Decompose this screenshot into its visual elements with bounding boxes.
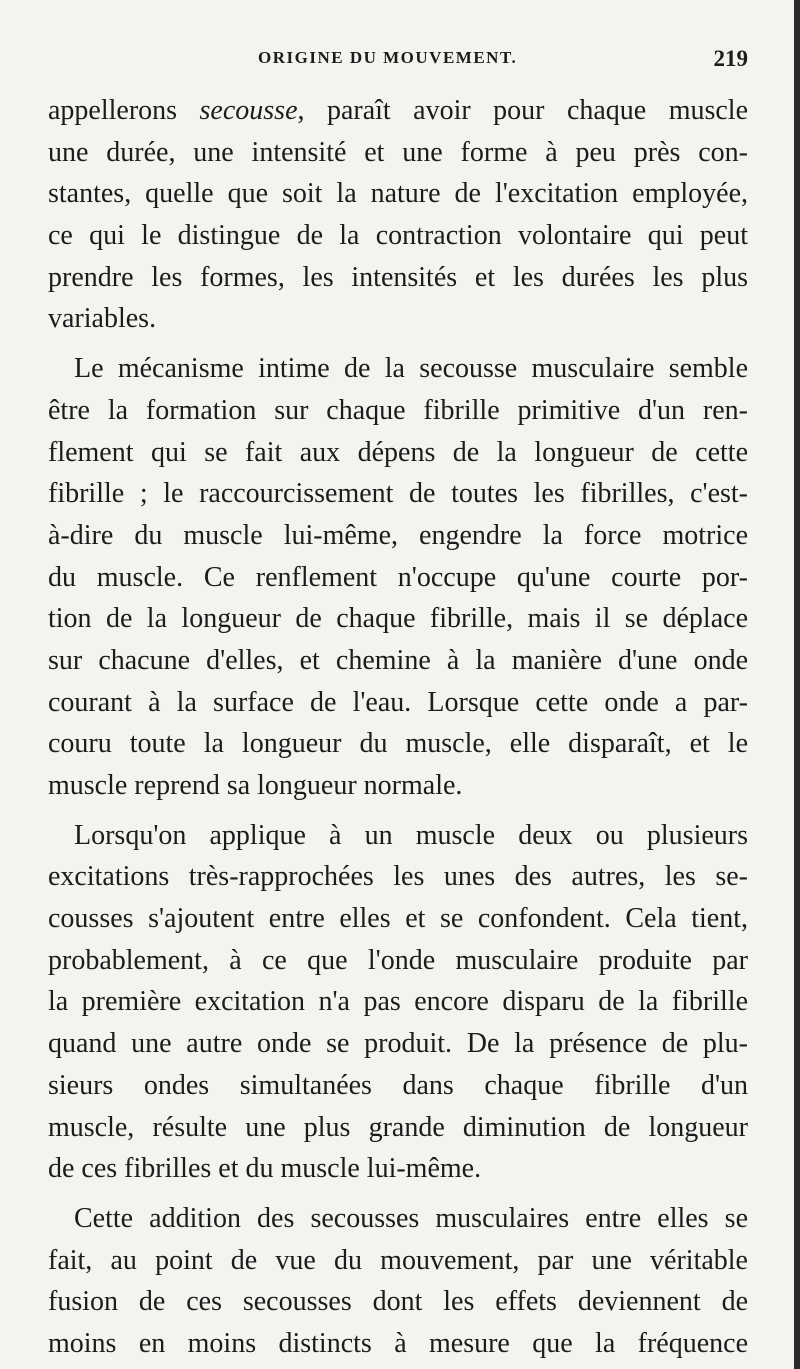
text-run: stantes, quelle que soit la nature de l'excitation employée, (48, 178, 748, 210)
text-line (48, 557, 748, 599)
text-run: muscle reprend sa longueur normale. (48, 770, 463, 801)
text-line (48, 348, 748, 390)
text-line (48, 940, 748, 982)
text-line (48, 1148, 748, 1190)
text-line (48, 215, 748, 257)
page-edge-shadow (794, 0, 800, 1369)
text-line (48, 765, 748, 807)
text-run: du muscle. Ce renflement n'occupe qu'une courte por- (48, 561, 748, 593)
text-line (48, 598, 748, 640)
text-run: tion de la longueur de chaque fibrille, mais il se déplace (48, 603, 748, 635)
text-line (48, 90, 748, 132)
text-run: variables. (48, 303, 157, 335)
text-line (48, 1281, 748, 1323)
text-line (48, 723, 748, 765)
text-run: excitations très-rapprochées les unes des autres, les se- (48, 861, 748, 893)
text-line (48, 390, 748, 432)
text-run: appellerons (48, 95, 200, 126)
text-run: quand une autre onde se produit. De la présence de plu- (48, 1028, 748, 1060)
paragraph (48, 348, 748, 807)
text-line (48, 515, 748, 557)
text-run: sieurs ondes simultanées dans chaque fibrille d'un (48, 1069, 748, 1101)
text-run: de ces fibrilles et du muscle lui-même. (48, 1153, 482, 1185)
text-line (48, 173, 748, 215)
text-line (48, 1107, 748, 1149)
running-title: ORIGINE DU MOUVEMENT. (258, 48, 518, 67)
text-run: ce qui le distingue de la contraction volontaire qui peut (48, 220, 748, 252)
page-header (48, 46, 748, 76)
text-line (48, 1023, 748, 1065)
text-line (48, 298, 748, 340)
text-line (48, 473, 748, 515)
text-run: fait, au point de vue du mouvement, par une véritable (48, 1244, 748, 1276)
text-run: à-dire du muscle lui-même, engendre la force motrice (48, 519, 748, 551)
text-line (48, 640, 748, 682)
text-run: cousses s'ajoutent entre elles et se confondent. Cela tient, (48, 903, 748, 935)
text-line (48, 981, 748, 1023)
body-text (48, 90, 748, 1369)
text-run: prendre les formes, les intensités et les durées les plus (48, 261, 748, 293)
text-run: couru toute la longueur du muscle, elle disparaît, et le (48, 728, 748, 760)
paragraph (48, 90, 748, 340)
text-line (48, 132, 748, 174)
text-run: muscle, résulte une plus grande diminution de longueur (48, 1111, 748, 1143)
text-run: sur chacune d'elles, et chemine à la manière d'une onde (48, 644, 748, 676)
text-line (48, 898, 748, 940)
text-run: flement qui se fait aux dépens de la longueur de cette (48, 436, 748, 468)
text-line (48, 257, 748, 299)
italic-term: secousse (199, 95, 298, 126)
text-run: Cette addition des secousses musculaires entre elles se (74, 1202, 748, 1234)
paragraph (48, 1198, 748, 1365)
text-run: moins en moins distincts à mesure que la fréquence (48, 1327, 748, 1359)
text-line (48, 1065, 748, 1107)
text-line (48, 1323, 748, 1365)
text-line (48, 815, 748, 857)
page-number: 219 (713, 46, 748, 71)
text-run: la première excitation n'a pas encore disparu de la fibrille (48, 986, 748, 1018)
text-run: fusion de ces secousses dont les effets deviennent de (48, 1286, 748, 1318)
text-line (48, 1198, 748, 1240)
text-run: une durée, une intensité et une forme à peu près con- (48, 136, 748, 168)
text-line (48, 432, 748, 474)
text-run: fibrille ; le raccourcissement de toutes les fibrilles, c'est- (48, 478, 748, 510)
paragraph (48, 815, 748, 1190)
text-line (48, 856, 748, 898)
text-line (48, 1240, 748, 1282)
text-run: Le mécanisme intime de la secousse musculaire semble (74, 353, 748, 385)
text-run: être la formation sur chaque fibrille primitive d'un ren- (48, 394, 748, 426)
text-run: Lorsqu'on applique à un muscle deux ou plusieurs (74, 819, 748, 851)
text-run: , paraît avoir pour chaque muscle (297, 95, 748, 126)
text-run: courant à la surface de l'eau. Lorsque cette onde a par- (48, 686, 748, 718)
text-run: probablement, à ce que l'onde musculaire produite par (48, 944, 748, 976)
text-line (48, 682, 748, 724)
